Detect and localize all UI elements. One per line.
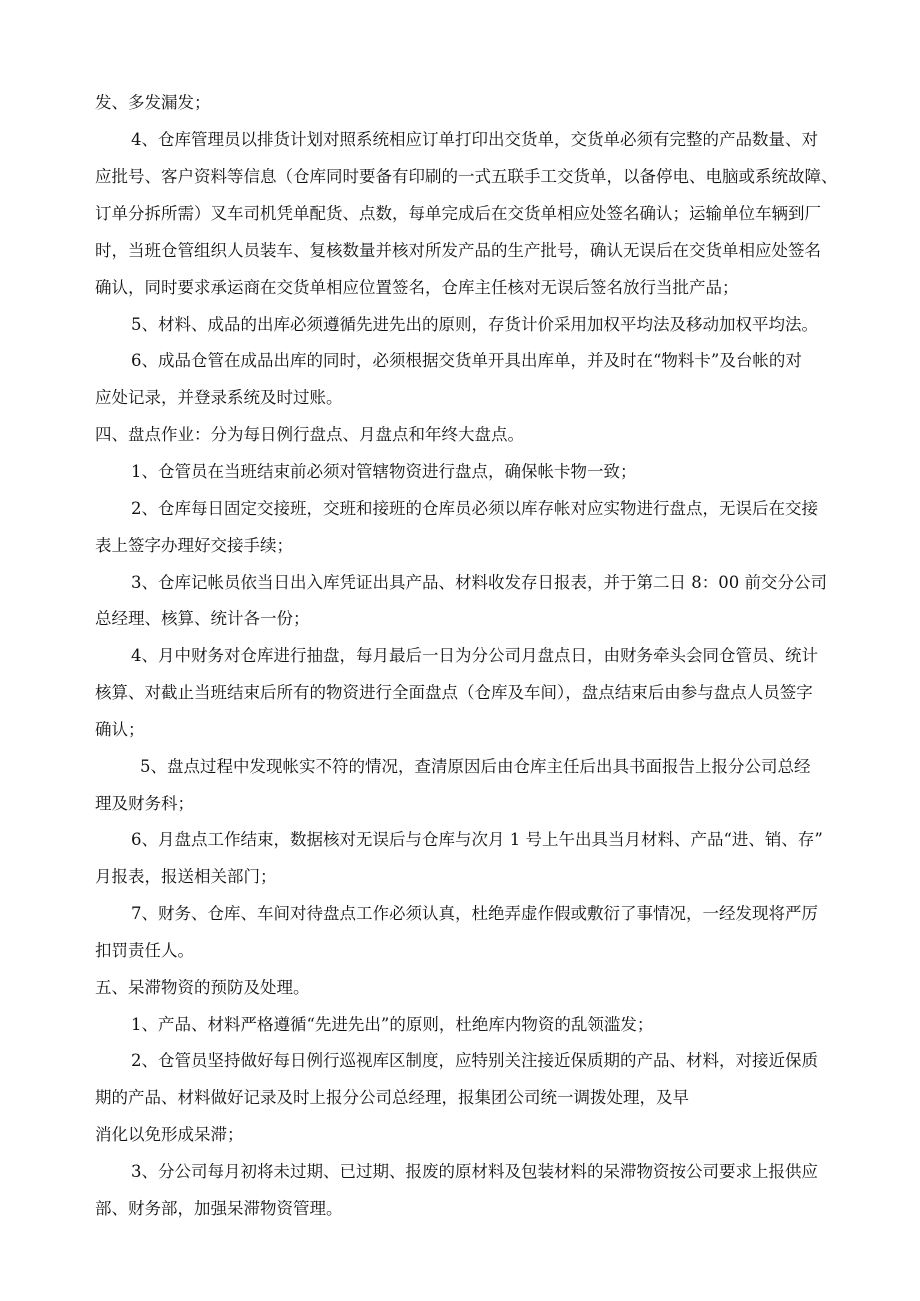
text-line: 表上签字办理好交接手续；: [95, 536, 293, 555]
text-line: 3、仓库记帐员依当日出入库凭证出具产品、材料收发存日报表，并于第二日 8：00 前交分公司: [131, 573, 827, 592]
text-line: 2、仓库每日固定交接班，交班和接班的仓库员必须以库存帐对应实物进行盘点，无误后在交接: [131, 499, 818, 518]
text-line: 6、月盘点工作结束，数据核对无误后与仓库与次月 1 号上午出具当月材料、产品“进、销、存”: [131, 830, 823, 849]
text-line: 1、产品、材料严格遵循“先进先出”的原则，杜绝库内物资的乱领滥发；: [131, 1015, 654, 1034]
text-line: 理及财务科；: [95, 794, 194, 813]
text-line: 应批号、客户资料等信息（仓库同时要备有印刷的一式五联手工交货单，以备停电、电脑或系统故障、: [95, 167, 838, 186]
text-line: 确认，同时要求承运商在交货单相应位置签名，仓库主任核对无误后签名放行当批产品；: [95, 278, 739, 297]
text-line: 月报表，报送相关部门；: [95, 867, 277, 886]
text-line: 部、财务部，加强呆滞物资管理。: [95, 1199, 343, 1218]
text-line: 时，当班仓管组织人员装车、复核数量并核对所发产品的生产批号，确认无误后在交货单相应处签名: [95, 241, 821, 260]
text-line: 3、分公司每月初将未过期、已过期、报废的原材料及包装材料的呆滞物资按公司要求上报供应: [131, 1162, 818, 1181]
text-line: 1、仓管员在当班结束前必须对管辖物资进行盘点，确保帐卡物一致；: [131, 462, 637, 481]
text-line: 7、财务、仓库、车间对待盘点工作必须认真，杜绝弄虚作假或敷衍了事情况，一经发现将严厉: [131, 904, 818, 923]
section-heading: 五、呆滞物资的预防及处理。: [95, 978, 310, 997]
text-line: 确认；: [95, 720, 145, 739]
text-line: 扣罚责任人。: [95, 941, 194, 960]
text-line: 订单分拆所需）叉车司机凭单配货、点数，每单完成后在交货单相应处签名确认；运输单位车辆到厂: [95, 204, 821, 223]
text-line: 消化以免形成呆滞；: [95, 1125, 244, 1144]
text-line: 6、成品仓管在成品出库的同时，必须根据交货单开具出库单，并及时在“物料卡”及台帐的对: [131, 351, 802, 370]
text-line: 期的产品、材料做好记录及时上报分公司总经理，报集团公司统一调拨处理，及早: [95, 1088, 689, 1107]
text-line: 总经理、核算、统计各一份；: [95, 609, 310, 628]
text-line: 5、材料、成品的出库必须遵循先进先出的原则，存货计价采用加权平均法及移动加权平均法。: [131, 315, 818, 334]
text-line: 4、仓库管理员以排货计划对照系统相应订单打印出交货单，交货单必须有完整的产品数量、对: [131, 130, 818, 149]
section-heading: 四、盘点作业：分为每日例行盘点、月盘点和年终大盘点。: [95, 425, 524, 444]
text-line: 2、仓管员坚持做好每日例行巡视库区制度，应特别关注接近保质期的产品、材料，对接近保质: [131, 1051, 818, 1070]
text-line: 4、月中财务对仓库进行抽盘，每月最后一日为分公司月盘点日，由财务牵头会同仓管员、统计: [131, 646, 818, 665]
text-line: 5、盘点过程中发现帐实不符的情况，查清原因后由仓库主任后出具书面报告上报分公司总经: [140, 757, 811, 776]
text-line: 发、多发漏发；: [95, 93, 211, 112]
text-line: 核算、对截止当班结束后所有的物资进行全面盘点（仓库及车间），盘点结束后由参与盘点人员签字: [95, 683, 813, 702]
text-line: 应处记录，并登录系统及时过账。: [95, 388, 343, 407]
